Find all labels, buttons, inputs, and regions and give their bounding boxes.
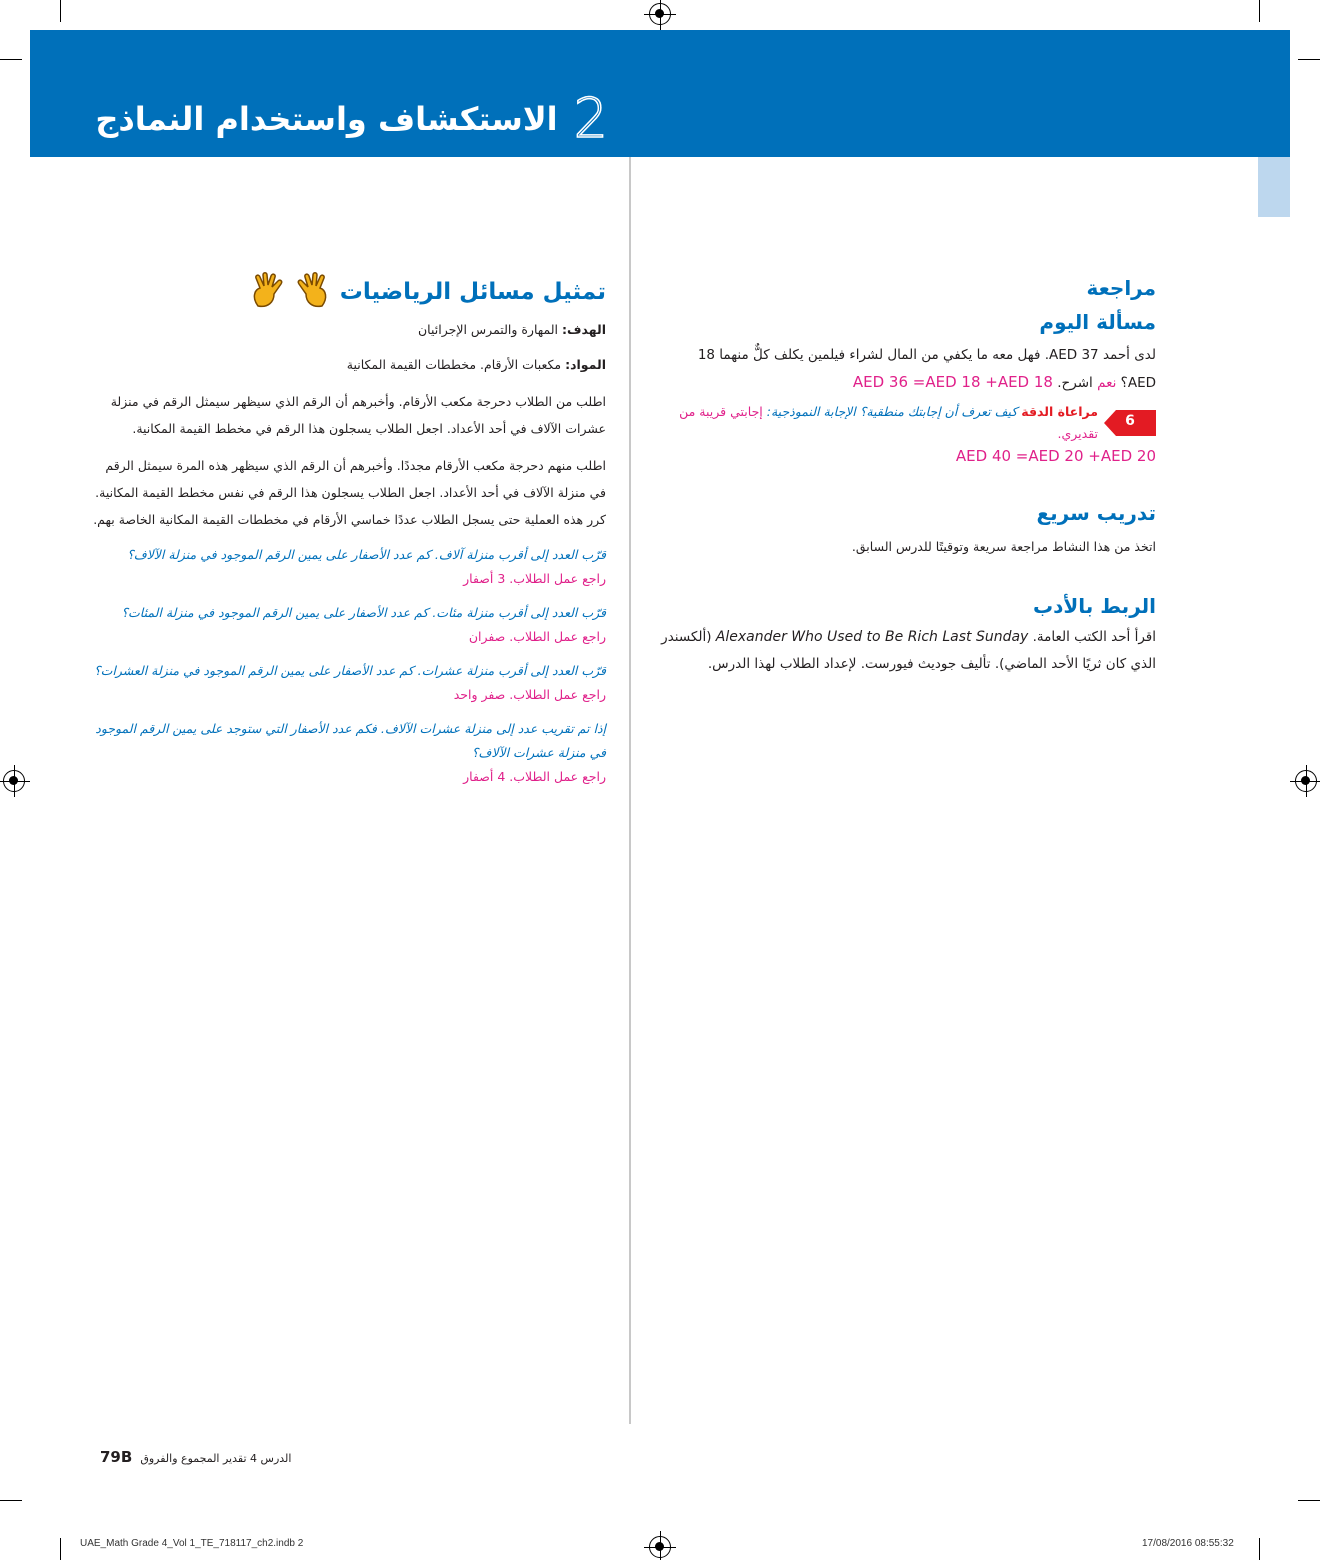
materials-label: المواد: bbox=[565, 357, 606, 372]
goal-line bbox=[92, 316, 606, 343]
literature-book-title: Alexander Who Used to Be Rich Last Sunday bbox=[715, 629, 1029, 645]
answer-text: راجع عمل الطلاب. 3 أصفار bbox=[463, 571, 606, 586]
question-1 bbox=[92, 543, 606, 591]
problem-text bbox=[660, 342, 1156, 397]
question-2 bbox=[92, 601, 606, 649]
answer-2: AED 40 =AED 20 +AED 20 bbox=[955, 447, 1156, 465]
callout-text bbox=[660, 401, 1098, 445]
paragraph-2: اطلب منهم دحرجة مكعب الأرقام مجددًا. وأخبرهم أن الرقم الذي سيظهر هذه المرة سيمثل الرقم في منزلة الآلاف في أحد الأعداد. اجعل الطلاب يسجلون هذا الرقم في نفس مخطط القيمة المكانية. كرر هذه العملية حتى يسجل الطلاب عددًا خماسي الأرقام في مخططات القيمة المكانية الخاصة بهم. bbox=[93, 458, 606, 527]
daily-problem-heading: مسألة اليوم bbox=[1039, 310, 1156, 334]
goal-text: المهارة والتمرس الإجرائيان bbox=[418, 322, 559, 337]
quick-review-text: اتخذ من هذا النشاط مراجعة سريعة وتوقيتًا للدرس السابق. bbox=[851, 539, 1156, 554]
problem-prefix: لدى أحمد AED 37. فهل معه ما يكفي من المال لشراء فيلمين يكلف كلٌّ منهما 18 bbox=[697, 347, 1156, 363]
side-tab bbox=[1258, 157, 1290, 217]
literature-text bbox=[660, 624, 1156, 678]
chapter-title bbox=[95, 87, 608, 150]
right-column bbox=[660, 272, 1156, 678]
crop-mark bbox=[1298, 59, 1320, 60]
precision-callout bbox=[660, 401, 1156, 445]
registration-mark bbox=[1295, 770, 1317, 792]
question-4 bbox=[92, 717, 606, 789]
callout-label: مراعاة الدقة bbox=[1021, 404, 1098, 419]
problem-tail: AED؟ bbox=[1120, 375, 1156, 391]
print-slug-right: 17/08/2016 08:55:32 bbox=[1142, 1538, 1234, 1549]
registration-mark bbox=[649, 3, 671, 25]
registration-mark bbox=[3, 770, 25, 792]
question-3 bbox=[92, 659, 606, 707]
answer-text: راجع عمل الطلاب. صفر واحد bbox=[453, 687, 606, 702]
question-text: قرّب العدد إلى أقرب منزلة مئات. كم عدد الأصفار على يمين الرقم الموجود في منزلة المئات؟ bbox=[121, 605, 606, 620]
registration-mark bbox=[649, 1536, 671, 1558]
crop-mark bbox=[60, 1538, 61, 1560]
crop-mark bbox=[1259, 1538, 1260, 1560]
question-text: إذا تم تقريب عدد إلى منزلة عشرات الآلاف. فكم عدد الأصفار التي ستوجد على يمين الرقم الموجود في منزلة عشرات الآلاف؟ bbox=[95, 721, 606, 760]
crop-mark bbox=[60, 0, 61, 22]
literature-intro: اقرأ أحد الكتب العامة. bbox=[1032, 629, 1156, 645]
callout-question: كيف تعرف أن إجابتك منطقية؟ الإجابة النموذجية: bbox=[766, 404, 1018, 419]
explain-answer: نعم bbox=[1097, 375, 1117, 391]
hands-icon bbox=[250, 272, 330, 312]
chapter-title-text: الاستكشاف واستخدام النماذج bbox=[95, 100, 558, 138]
question-text: قرّب العدد إلى أقرب منزلة آلاف. كم عدد الأصفار على يمين الرقم الموجود في منزلة الآلاف؟ bbox=[127, 547, 606, 562]
chapter-number: 2 bbox=[573, 87, 608, 150]
crop-mark bbox=[0, 59, 22, 60]
callout-answer: إجابتي قريبة من تقديري. bbox=[679, 404, 1098, 441]
crop-mark bbox=[1259, 0, 1260, 22]
question-text: قرّب العدد إلى أقرب منزلة عشرات. كم عدد الأصفار على يمين الرقم الموجود في منزلة العشرات؟ bbox=[93, 663, 606, 678]
page-number: 79B bbox=[100, 1448, 133, 1466]
materials-line bbox=[92, 351, 606, 378]
literature-heading: الربط بالأدب bbox=[1033, 594, 1156, 618]
left-column bbox=[92, 272, 606, 789]
activity-title: تمثيل مسائل الرياضيات bbox=[339, 279, 606, 305]
materials-text: مكعبات الأرقام. مخططات القيمة المكانية bbox=[346, 357, 562, 372]
activity-title-row bbox=[92, 272, 606, 312]
literature-detail: (ألكسندر الذي كان ثريًا الأحد الماضي). تأليف جوديث فيورست. لإعداد الطلاب لهذا الدرس. bbox=[661, 629, 1156, 672]
answer-1: AED 36 =AED 18 +AED 18 bbox=[852, 373, 1053, 391]
lesson-label: الدرس 4 تقدير المجموع والفروق bbox=[140, 1452, 292, 1465]
crop-mark bbox=[1298, 1500, 1320, 1501]
review-heading: مراجعة bbox=[1086, 276, 1156, 300]
callout-badge bbox=[1104, 410, 1156, 436]
callout-number: 6 bbox=[1125, 413, 1135, 429]
paragraph-1: اطلب من الطلاب دحرجة مكعب الأرقام. وأخبرهم أن الرقم الذي سيظهر سيمثل الرقم في منزلة عشرات الآلاف في أحد الأعداد. اجعل الطلاب يسجلون هذا الرقم في مخطط القيمة المكانية. bbox=[110, 394, 606, 436]
answer-text: راجع عمل الطلاب. صفران bbox=[468, 629, 606, 644]
column-divider bbox=[629, 157, 631, 1424]
goal-label: الهدف: bbox=[562, 322, 606, 337]
explain-word: اشرح. bbox=[1057, 375, 1093, 391]
print-slug-left: UAE_Math Grade 4_Vol 1_TE_718117_ch2.indb 2 bbox=[80, 1538, 304, 1549]
answer-text: راجع عمل الطلاب. 4 أصفار bbox=[463, 769, 606, 784]
quick-review-heading: تدريب سريع bbox=[1036, 501, 1156, 525]
crop-mark bbox=[0, 1500, 22, 1501]
page-footer bbox=[100, 1448, 291, 1466]
